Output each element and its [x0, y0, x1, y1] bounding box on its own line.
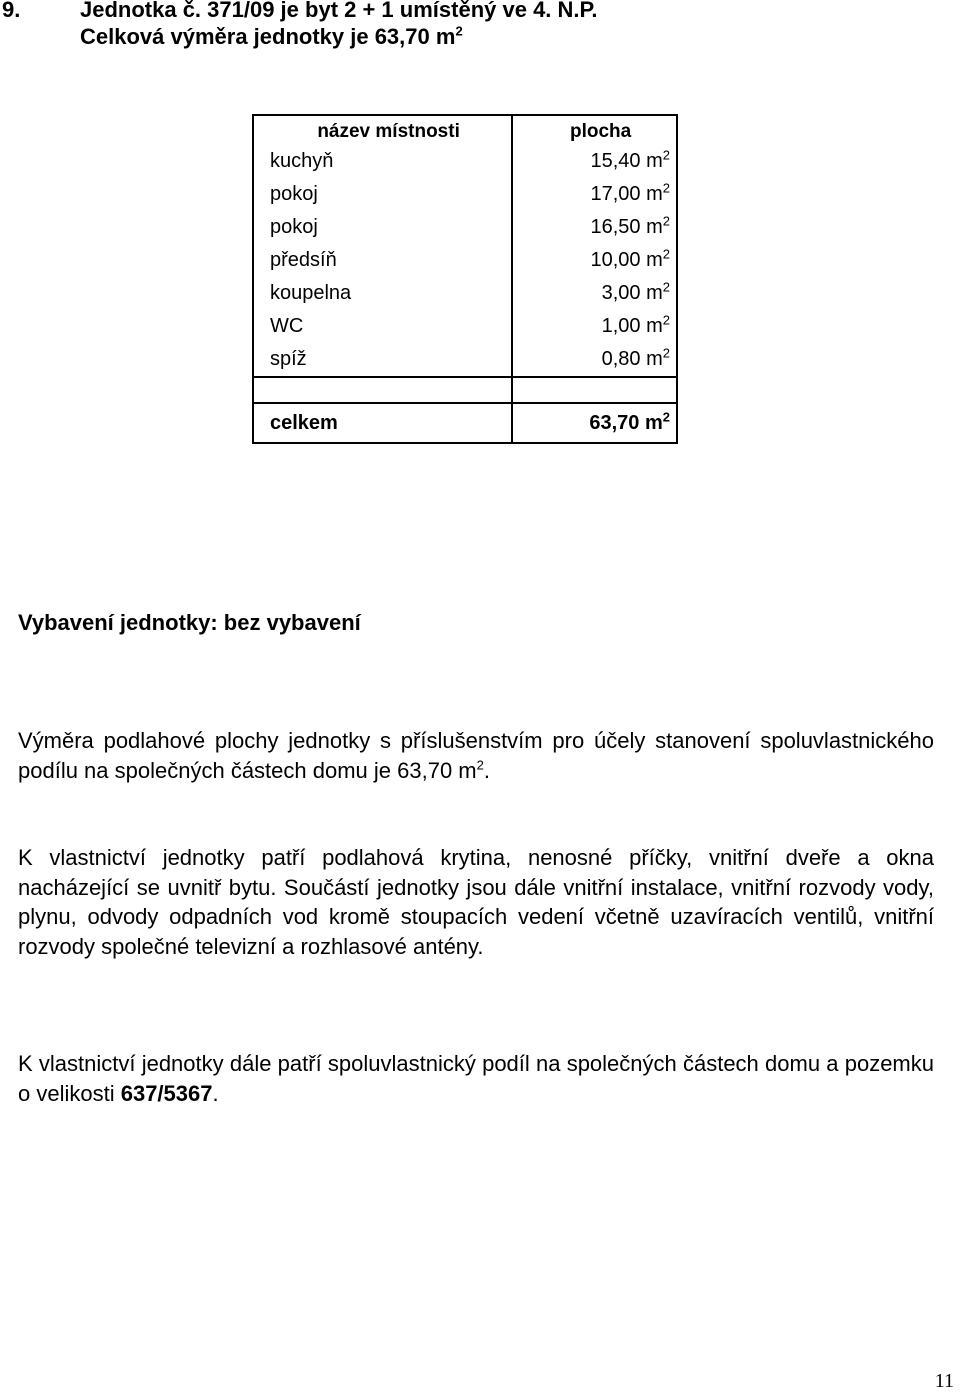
share-paragraph: K vlastnictví jednotky dále patří spoluvlastnický podíl na společných částech domu a pozemku o velikosti 637/5367.	[18, 1051, 934, 1106]
floor-area-paragraph: Výměra podlahové plochy jednotky s příslušenstvím pro účely stanovení spoluvlastnického podílu na společných částech domu je 63,70 $m^2$.	[18, 728, 934, 783]
room-name: kuchyň	[270, 150, 334, 172]
room-name: pokoj	[270, 216, 318, 238]
room-name: koupelna	[270, 282, 352, 304]
header-area: plocha	[512, 115, 677, 145]
table-total-row	[253, 403, 677, 443]
table-header-row	[253, 115, 677, 145]
room-area: 3,00 $m^2$	[512, 277, 677, 310]
unit-heading	[0, 0, 597, 50]
superscript: 2	[455, 23, 463, 39]
table-row	[253, 343, 677, 377]
room-area: 1,00 $m^2$	[512, 310, 677, 343]
unit-description: Jednotka č. 371/09 je byt 2 + 1 umístěný ve 4. N.P.	[80, 0, 598, 22]
total-label: celkem	[253, 403, 512, 443]
table-row	[253, 244, 677, 277]
header-room-name: název místnosti	[317, 120, 460, 142]
room-area: 10,00 $m^2$	[512, 244, 677, 277]
table-row	[253, 310, 677, 343]
equipment-line: Vybavení jednotky: bez vybavení	[18, 610, 361, 635]
table-spacer-row	[253, 377, 677, 403]
table-row	[253, 145, 677, 178]
room-name: WC	[270, 315, 304, 337]
room-area: 17,00 $m^2$	[512, 178, 677, 211]
heading-line-2	[0, 23, 597, 50]
table-row	[253, 178, 677, 211]
total-area: 63,70 $m^2$	[512, 403, 677, 443]
room-area: 15,40 $m^2$	[512, 145, 677, 178]
table-row	[253, 277, 677, 310]
rooms-table	[252, 114, 678, 444]
ownership-paragraph: K vlastnictví jednotky patří podlahová krytina, nenosné příčky, vnitřní dveře a okna nacházející se uvnitř bytu. Součástí jednotky jsou dále vnitřní instalace, vnitřní rozvody vody, plynu, odvody odpadních vod kromě stoupacích vedení včetně uzavíracích ventilů, vnitřní rozvody společné televizní a rozhlasové antény.	[18, 845, 934, 959]
room-area: 0,80 $m^2$	[512, 343, 677, 377]
room-name: pokoj	[270, 183, 318, 205]
share-value: 637/5367	[120, 1080, 213, 1106]
heading-line-1	[0, 0, 597, 23]
room-name: předsíň	[270, 249, 337, 271]
total-area-statement: Celková výměra jednotky je 63,70 m	[80, 24, 456, 49]
table-row	[253, 211, 677, 244]
room-area: 16,50 $m^2$	[512, 211, 677, 244]
room-name: spíž	[270, 348, 307, 370]
page-number: 11	[934, 1370, 954, 1392]
section-number: 9.	[2, 0, 21, 22]
